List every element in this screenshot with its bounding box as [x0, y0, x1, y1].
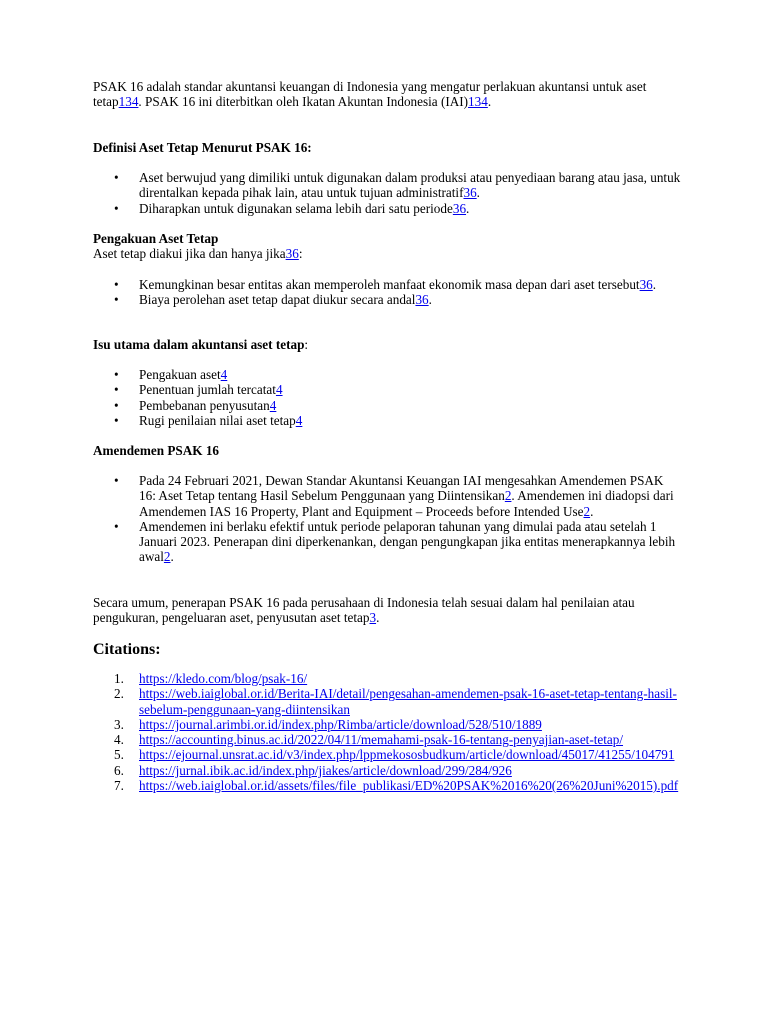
citation-item: 6. https://jurnal.ibik.ac.id/index.php/jiakes/article/download/299/284/926: [114, 762, 512, 778]
list-item: • Pengakuan aset4: [93, 367, 683, 382]
amendemen-heading: Amendemen PSAK 16: [93, 443, 220, 458]
list-item: • Kemungkinan besar entitas akan memperoleh manfaat ekonomik masa depan dari aset tersebut36.: [93, 277, 683, 292]
list-item: • Penentuan jumlah tercatat4: [93, 382, 683, 397]
ref-link[interactable]: 36: [285, 246, 299, 261]
pengakuan-list: [93, 277, 683, 308]
citation-item: 2. https://web.iaiglobal.or.id/Berita-IAI/detail/pengesahan-amendemen-psak-16-aset-tetap-tentang-hasil-sebelum-penggunaan-yang-diintensikan: [114, 686, 677, 717]
citations-heading: Citations:: [93, 641, 161, 658]
citations-list: [93, 671, 683, 793]
list-item: • Pada 24 Februari 2021, Dewan Standar Akuntansi Keuangan IAI mengesahkan Amendemen PSAK 16: Aset Tetap tentang Hasil Sebelum Penggunaan yang Diintensikan2. Amendemen ini diadopsi dari Amendemen IAS 16 Property, Plant and Equipment – Proceeds before Intended Use2.: [93, 473, 683, 519]
citation-link[interactable]: https://journal.arimbi.or.id/index.php/Rimba/article/download/528/510/1889: [139, 716, 542, 732]
ref-link[interactable]: 2: [504, 488, 512, 504]
list-item: • Rugi penilaian nilai aset tetap4: [93, 413, 683, 428]
ref-link[interactable]: 2: [583, 503, 591, 519]
ref-link[interactable]: 3: [369, 610, 377, 626]
citation-item: 3. https://journal.arimbi.or.id/index.php/Rimba/article/download/528/510/1889: [114, 716, 542, 732]
pengakuan-lead: Aset tetap diakui jika dan hanya jika36:: [93, 246, 303, 261]
ref-link[interactable]: 36: [463, 185, 477, 201]
ref-link[interactable]: 36: [639, 277, 653, 292]
citation-link[interactable]: https://jurnal.ibik.ac.id/index.php/jiakes/article/download/299/284/926: [139, 762, 512, 778]
ref-link[interactable]: 4: [295, 412, 303, 428]
intro-text-2: . PSAK 16 ini diterbitkan oleh Ikatan Akuntan Indonesia (IAI): [138, 94, 469, 110]
definisi-list: [93, 170, 683, 216]
pengakuan-heading: Pengakuan Aset Tetap: [93, 231, 219, 246]
list-item: • Biaya perolehan aset tetap dapat diukur secara andal36.: [93, 292, 683, 307]
list-item: • Aset berwujud yang dimiliki untuk digunakan dalam produksi atau penyediaan barang atau jasa, untuk direntalkan kepada pihak lain, atau untuk tujuan administratif36.: [93, 170, 683, 201]
citation-link[interactable]: https://kledo.com/blog/psak-16/: [139, 671, 308, 686]
summary-paragraph: Secara umum, penerapan PSAK 16 pada perusahaan di Indonesia telah sesuai dalam hal penilaian atau pengukuran, pengeluaran aset, penyusutan aset tetap3.: [93, 595, 635, 626]
ref-link[interactable]: 36: [415, 292, 429, 308]
citation-link[interactable]: https://accounting.binus.ac.id/2022/04/11/memahami-psak-16-tentang-penyajian-aset-tetap/: [139, 732, 624, 748]
citation-item: 1. https://kledo.com/blog/psak-16/: [114, 671, 308, 686]
intro-ref-link-2[interactable]: 134: [468, 94, 488, 110]
citation-link[interactable]: https://web.iaiglobal.or.id/assets/files/file_publikasi/ED%20PSAK%2016%20(26%20Juni%2015).pdf: [139, 778, 679, 794]
ref-link[interactable]: 4: [220, 367, 228, 382]
isu-heading: Isu utama dalam akuntansi aset tetap:: [93, 337, 309, 352]
citation-link[interactable]: https://web.iaiglobal.or.id/Berita-IAI/detail/pengesahan-amendemen-psak-16-aset-tetap-tentang-hasil-sebelum-penggunaan-yang-diintensikan: [139, 686, 677, 717]
ref-link[interactable]: 4: [269, 397, 277, 413]
list-item: • Diharapkan untuk digunakan selama lebih dari satu periode36.: [93, 201, 683, 216]
intro-text-1: PSAK 16 adalah standar akuntansi keuangan di Indonesia yang mengatur perlakuan akuntansi untuk aset tetap: [93, 79, 647, 110]
intro-text-3: .: [487, 94, 492, 110]
intro-ref-link-1[interactable]: 134: [118, 94, 139, 110]
isu-list: [93, 367, 683, 428]
ref-link[interactable]: 2: [163, 549, 171, 565]
intro-paragraph: [93, 79, 683, 110]
definisi-heading: Definisi Aset Tetap Menurut PSAK 16:: [93, 140, 312, 155]
ref-link[interactable]: 36: [452, 200, 467, 216]
citation-item: 4. https://accounting.binus.ac.id/2022/04/11/memahami-psak-16-tentang-penyajian-aset-tetap/: [114, 732, 624, 748]
ref-link[interactable]: 4: [275, 382, 283, 398]
list-item: • Pembebanan penyusutan4: [93, 398, 683, 413]
citation-item: 7. https://web.iaiglobal.or.id/assets/files/file_publikasi/ED%20PSAK%2016%20(26%20Juni%2015).pdf: [114, 778, 679, 794]
list-item: • Amendemen ini berlaku efektif untuk periode pelaporan tahunan yang dimulai pada atau setelah 1 Januari 2023. Penerapan dini diperkenankan, dengan pengungkapan jika entitas menerapkannya lebih awal2.: [93, 519, 683, 565]
citation-link[interactable]: https://ejournal.unsrat.ac.id/v3/index.php/lppmekososbudkum/article/download/45017/41255/104791: [139, 747, 675, 763]
amendemen-list: [93, 473, 683, 565]
citation-item: 5. https://ejournal.unsrat.ac.id/v3/index.php/lppmekososbudkum/article/download/45017/41255/104791: [114, 747, 675, 763]
